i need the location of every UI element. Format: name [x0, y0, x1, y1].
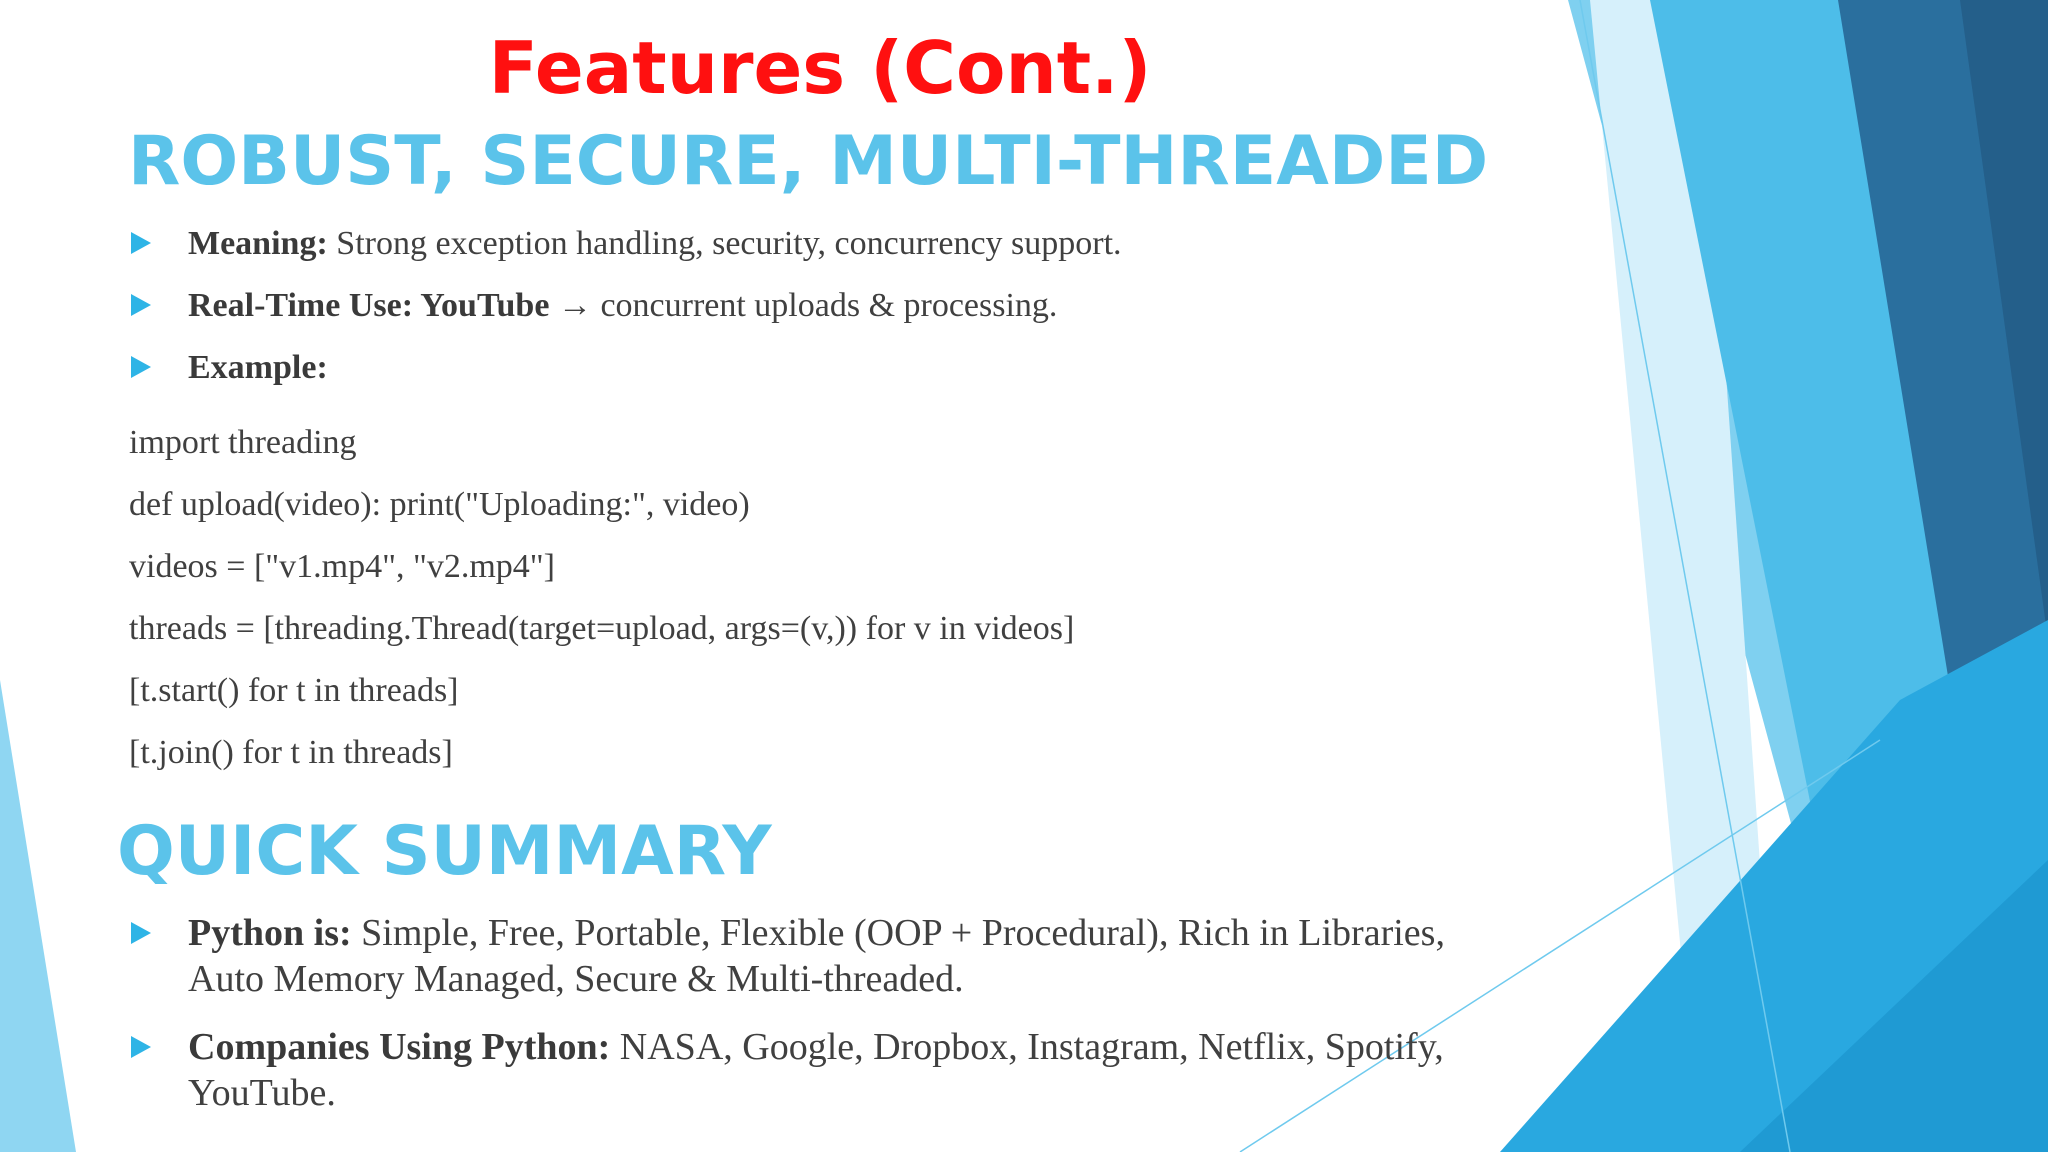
- code-line: import threading: [129, 424, 357, 461]
- triangle-bullet-icon: [131, 922, 151, 944]
- triangle-bullet-icon: [131, 356, 151, 378]
- code-line: threads = [threading.Thread(target=upload, args=(v,)) for v in videos]: [129, 610, 1075, 647]
- triangle-bullet-icon: [131, 232, 151, 254]
- bullet-example: [131, 346, 1531, 390]
- code-example: [129, 412, 1074, 784]
- bullet-label: Companies Using Python:: [188, 1026, 611, 1068]
- bullet-label: Meaning:: [188, 225, 328, 262]
- section-heading-quick-summary: QUICK SUMMARY: [117, 812, 772, 891]
- code-line: [t.start() for t in threads]: [129, 672, 459, 709]
- bullet-label: Example:: [188, 349, 328, 386]
- code-line: def upload(video): print("Uploading:", video): [129, 486, 750, 523]
- bullet-text: Strong exception handling, security, concurrency support.: [327, 225, 1122, 262]
- bullet-meaning: [131, 222, 1531, 266]
- bullet-label: Real-Time Use: YouTube: [188, 287, 550, 324]
- section-heading-robust: ROBUST, SECURE, MULTI-THREADED: [128, 122, 1489, 201]
- code-line: [t.join() for t in threads]: [129, 734, 453, 771]
- bullet-text: NASA, Google, Dropbox, Instagram, Netflix, Spotify, YouTube.: [188, 1026, 1444, 1114]
- bullet-realtime-use: [131, 284, 1531, 328]
- bullet-python-is: [131, 910, 1461, 1002]
- decor-shard-left: [0, 680, 76, 1152]
- bullet-label: Python is:: [188, 912, 352, 954]
- bullet-text: → concurrent uploads & processing.: [549, 287, 1058, 324]
- bullet-companies: [131, 1024, 1461, 1116]
- feature-bullet-list: [131, 222, 1531, 408]
- summary-bullet-list: [131, 910, 1461, 1138]
- triangle-bullet-icon: [131, 294, 151, 316]
- triangle-bullet-icon: [131, 1036, 151, 1058]
- slide-title: Features (Cont.): [488, 26, 1152, 110]
- bullet-text: Simple, Free, Portable, Flexible (OOP + Procedural), Rich in Libraries, Auto Memory Managed, Secure & Multi-threaded.: [188, 912, 1445, 1000]
- code-line: videos = ["v1.mp4", "v2.mp4"]: [129, 548, 555, 585]
